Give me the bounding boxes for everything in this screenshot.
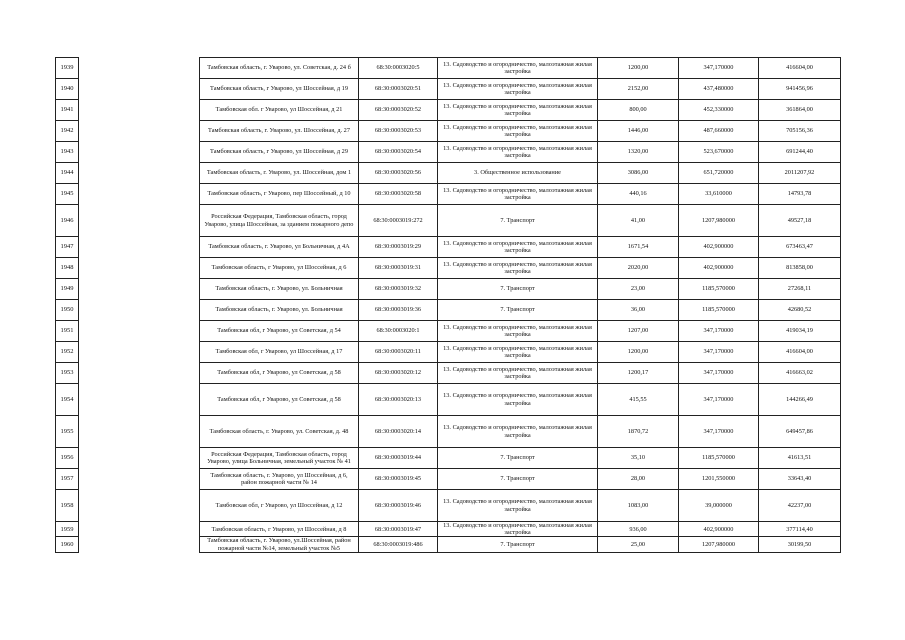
row-number-cell: 1956 xyxy=(56,448,79,469)
cadastral-value-cell: 416604,00 xyxy=(759,58,841,79)
address-cell: Тамбовская область, г Уварово, ул Шоссейная, д 6 xyxy=(200,258,359,279)
area-cell: 35,10 xyxy=(598,448,679,469)
area-cell: 1200,17 xyxy=(598,363,679,384)
land-use-cell: 13. Садоводство и огородничество, малоэтажная жилая застройка xyxy=(438,100,598,121)
gap-cell xyxy=(79,184,200,205)
land-use-cell: 13. Садоводство и огородничество, малоэтажная жилая застройка xyxy=(438,363,598,384)
area-cell: 23,00 xyxy=(598,279,679,300)
cadastral-value-cell: 33643,40 xyxy=(759,469,841,490)
row-number-cell: 1943 xyxy=(56,142,79,163)
area-cell: 3086,00 xyxy=(598,163,679,184)
address-cell: Тамбовская область, г Уварово, ул Шоссейная, д 19 xyxy=(200,79,359,100)
cadastral-value-cell: 673463,47 xyxy=(759,237,841,258)
cadastral-value-cell: 705156,36 xyxy=(759,121,841,142)
land-use-cell: 13. Садоводство и огородничество, малоэтажная жилая застройка xyxy=(438,184,598,205)
specific-value-cell: 1207,980000 xyxy=(679,205,759,237)
row-number-cell: 1941 xyxy=(56,100,79,121)
land-use-cell: 13. Садоводство и огородничество, малоэтажная жилая застройка xyxy=(438,490,598,522)
cadastral-number-cell: 68:30:0003019:44 xyxy=(359,448,438,469)
table-row xyxy=(56,205,841,237)
table-row xyxy=(56,469,841,490)
cadastral-value-cell: 416663,02 xyxy=(759,363,841,384)
row-number-cell: 1954 xyxy=(56,384,79,416)
cadastral-number-cell: 68:30:0003019:47 xyxy=(359,522,438,537)
cadastral-value-cell: 14793,78 xyxy=(759,184,841,205)
cadastral-number-cell: 68:30:0003020:11 xyxy=(359,342,438,363)
row-number-cell: 1948 xyxy=(56,258,79,279)
cadastral-value-cell: 377114,40 xyxy=(759,522,841,537)
address-cell: Тамбовская обл, г Уварово, ул Шоссейная, д 17 xyxy=(200,342,359,363)
row-number-cell: 1950 xyxy=(56,300,79,321)
area-cell: 36,00 xyxy=(598,300,679,321)
area-cell: 1207,00 xyxy=(598,321,679,342)
land-registry-table xyxy=(55,57,841,553)
table-row xyxy=(56,537,841,552)
land-use-cell: 13. Садоводство и огородничество, малоэтажная жилая застройка xyxy=(438,416,598,448)
table-row xyxy=(56,58,841,79)
gap-cell xyxy=(79,79,200,100)
specific-value-cell: 1207,980000 xyxy=(679,537,759,552)
cadastral-number-cell: 68:30:0003020:58 xyxy=(359,184,438,205)
specific-value-cell: 347,170000 xyxy=(679,384,759,416)
gap-cell xyxy=(79,537,200,552)
cadastral-value-cell: 691244,40 xyxy=(759,142,841,163)
cadastral-value-cell: 42680,52 xyxy=(759,300,841,321)
cadastral-number-cell: 68:30:0003019:272 xyxy=(359,205,438,237)
address-cell: Тамбовская обл. г Уварово, ул Шоссейная, д 21 xyxy=(200,100,359,121)
area-cell: 1200,00 xyxy=(598,58,679,79)
row-number-cell: 1951 xyxy=(56,321,79,342)
cadastral-number-cell: 68:30:0003020:52 xyxy=(359,100,438,121)
row-number-cell: 1942 xyxy=(56,121,79,142)
cadastral-number-cell: 68:30:0003020:53 xyxy=(359,121,438,142)
area-cell: 1671,54 xyxy=(598,237,679,258)
table-row xyxy=(56,79,841,100)
cadastral-number-cell: 68:30:0003020:12 xyxy=(359,363,438,384)
area-cell: 1320,00 xyxy=(598,142,679,163)
cadastral-value-cell: 30199,50 xyxy=(759,537,841,552)
address-cell: Тамбовская область, г Уварово, пер Шоссейный, д 10 xyxy=(200,184,359,205)
table-row xyxy=(56,121,841,142)
land-use-cell: 13. Садоводство и огородничество, малоэтажная жилая застройка xyxy=(438,142,598,163)
gap-cell xyxy=(79,142,200,163)
gap-cell xyxy=(79,100,200,121)
area-cell: 936,00 xyxy=(598,522,679,537)
row-number-cell: 1946 xyxy=(56,205,79,237)
cadastral-value-cell: 813858,00 xyxy=(759,258,841,279)
address-cell: Тамбовская обл, г Уварово, ул Шоссейная, д 12 xyxy=(200,490,359,522)
specific-value-cell: 437,480000 xyxy=(679,79,759,100)
cadastral-number-cell: 68:30:0003019:29 xyxy=(359,237,438,258)
gap-cell xyxy=(79,384,200,416)
row-number-cell: 1944 xyxy=(56,163,79,184)
specific-value-cell: 347,170000 xyxy=(679,416,759,448)
specific-value-cell: 1185,570000 xyxy=(679,279,759,300)
gap-cell xyxy=(79,58,200,79)
gap-cell xyxy=(79,321,200,342)
land-use-cell: 13. Садоводство и огородничество, малоэтажная жилая застройка xyxy=(438,342,598,363)
specific-value-cell: 1185,570000 xyxy=(679,300,759,321)
table-row xyxy=(56,416,841,448)
table-row xyxy=(56,279,841,300)
row-number-cell: 1945 xyxy=(56,184,79,205)
gap-cell xyxy=(79,163,200,184)
specific-value-cell: 1185,570000 xyxy=(679,448,759,469)
cadastral-number-cell: 68:30:0003020:56 xyxy=(359,163,438,184)
cadastral-value-cell: 941456,96 xyxy=(759,79,841,100)
table-row xyxy=(56,258,841,279)
cadastral-number-cell: 68:30:0003019:36 xyxy=(359,300,438,321)
address-cell: Тамбовская область, г. Уварово, ул. Советская, д. 24 б xyxy=(200,58,359,79)
cadastral-number-cell: 68:30:0003019:46 xyxy=(359,490,438,522)
specific-value-cell: 347,170000 xyxy=(679,342,759,363)
address-cell: Тамбовская область, г. Уварово, ул. Больничная xyxy=(200,300,359,321)
gap-cell xyxy=(79,279,200,300)
table-row xyxy=(56,490,841,522)
row-number-cell: 1953 xyxy=(56,363,79,384)
gap-cell xyxy=(79,300,200,321)
cadastral-number-cell: 68:30:0003020:5 xyxy=(359,58,438,79)
cadastral-value-cell: 416604,00 xyxy=(759,342,841,363)
land-use-cell: 13. Садоводство и огородничество, малоэтажная жилая застройка xyxy=(438,522,598,537)
area-cell: 1870,72 xyxy=(598,416,679,448)
row-number-cell: 1947 xyxy=(56,237,79,258)
address-cell: Тамбовская область, г. Уварово, ул. Больничная xyxy=(200,279,359,300)
area-cell: 1200,00 xyxy=(598,342,679,363)
cadastral-number-cell: 68:30:0003019:31 xyxy=(359,258,438,279)
table-body xyxy=(56,58,841,553)
land-use-cell: 13. Садоводство и огородничество, малоэтажная жилая застройка xyxy=(438,121,598,142)
row-number-cell: 1949 xyxy=(56,279,79,300)
cadastral-value-cell: 361864,00 xyxy=(759,100,841,121)
specific-value-cell: 523,670000 xyxy=(679,142,759,163)
gap-cell xyxy=(79,237,200,258)
row-number-cell: 1957 xyxy=(56,469,79,490)
gap-cell xyxy=(79,363,200,384)
table-row xyxy=(56,342,841,363)
land-use-cell: 13. Садоводство и огородничество, малоэтажная жилая застройка xyxy=(438,384,598,416)
cadastral-number-cell: 68:30:0003020:13 xyxy=(359,384,438,416)
cadastral-value-cell: 42237,00 xyxy=(759,490,841,522)
row-number-cell: 1939 xyxy=(56,58,79,79)
specific-value-cell: 1201,550000 xyxy=(679,469,759,490)
specific-value-cell: 347,170000 xyxy=(679,321,759,342)
table-row xyxy=(56,321,841,342)
cadastral-value-cell: 144266,49 xyxy=(759,384,841,416)
specific-value-cell: 39,000000 xyxy=(679,490,759,522)
gap-cell xyxy=(79,448,200,469)
specific-value-cell: 452,330000 xyxy=(679,100,759,121)
cadastral-value-cell: 41613,51 xyxy=(759,448,841,469)
address-cell: Тамбовская область, г. Уварово, ул Больничная, д 4А xyxy=(200,237,359,258)
cadastral-value-cell: 27268,11 xyxy=(759,279,841,300)
address-cell: Тамбовская область, г Уварово, ул Шоссейная, д 29 xyxy=(200,142,359,163)
table-row xyxy=(56,100,841,121)
address-cell: Российская Федерация, Тамбовская область, город Уварово, улица Шоссейная, за зданием пожарного депо xyxy=(200,205,359,237)
cadastral-number-cell: 68:30:0003020:54 xyxy=(359,142,438,163)
address-cell: Тамбовская область, г. Уварово, ул Шоссейная, д 6, район пожарной части № 14 xyxy=(200,469,359,490)
row-number-cell: 1959 xyxy=(56,522,79,537)
row-number-cell: 1955 xyxy=(56,416,79,448)
specific-value-cell: 651,720000 xyxy=(679,163,759,184)
area-cell: 415,55 xyxy=(598,384,679,416)
address-cell: Тамбовская область, г Уварово, ул Шоссейная, д 8 xyxy=(200,522,359,537)
table-row xyxy=(56,300,841,321)
table-row xyxy=(56,142,841,163)
specific-value-cell: 402,900000 xyxy=(679,237,759,258)
cadastral-number-cell: 68:30:0003019:486 xyxy=(359,537,438,552)
area-cell: 1446,00 xyxy=(598,121,679,142)
address-cell: Тамбовская обл, г Уварово, ул Советская, д 54 xyxy=(200,321,359,342)
gap-cell xyxy=(79,121,200,142)
land-use-cell: 7. Транспорт xyxy=(438,537,598,552)
table-row xyxy=(56,384,841,416)
row-number-cell: 1958 xyxy=(56,490,79,522)
area-cell: 28,00 xyxy=(598,469,679,490)
area-cell: 2152,00 xyxy=(598,79,679,100)
land-use-cell: 13. Садоводство и огородничество, малоэтажная жилая застройка xyxy=(438,258,598,279)
address-cell: Тамбовская обл, г Уварово, ул Советская, д 58 xyxy=(200,363,359,384)
cadastral-value-cell: 419034,19 xyxy=(759,321,841,342)
area-cell: 1083,00 xyxy=(598,490,679,522)
area-cell: 25,00 xyxy=(598,537,679,552)
row-number-cell: 1960 xyxy=(56,537,79,552)
table-row xyxy=(56,237,841,258)
cadastral-value-cell: 49527,18 xyxy=(759,205,841,237)
specific-value-cell: 402,900000 xyxy=(679,258,759,279)
gap-cell xyxy=(79,490,200,522)
specific-value-cell: 402,900000 xyxy=(679,522,759,537)
cadastral-value-cell: 649457,86 xyxy=(759,416,841,448)
cadastral-number-cell: 68:30:0003019:32 xyxy=(359,279,438,300)
cadastral-number-cell: 68:30:0003019:45 xyxy=(359,469,438,490)
land-use-cell: 13. Садоводство и огородничество, малоэтажная жилая застройка xyxy=(438,237,598,258)
cadastral-number-cell: 68:30:0003020:51 xyxy=(359,79,438,100)
table-row xyxy=(56,522,841,537)
specific-value-cell: 347,170000 xyxy=(679,363,759,384)
table-row xyxy=(56,448,841,469)
gap-cell xyxy=(79,522,200,537)
area-cell: 41,00 xyxy=(598,205,679,237)
area-cell: 2020,00 xyxy=(598,258,679,279)
gap-cell xyxy=(79,258,200,279)
address-cell: Тамбовская область, г. Уварово, ул. Шоссейная, д. 27 xyxy=(200,121,359,142)
land-use-cell: 7. Транспорт xyxy=(438,448,598,469)
cadastral-number-cell: 68:30:0003020:1 xyxy=(359,321,438,342)
address-cell: Тамбовская область, г. Уварово, ул. Советская, д. 48 xyxy=(200,416,359,448)
table-row xyxy=(56,363,841,384)
row-number-cell: 1940 xyxy=(56,79,79,100)
row-number-cell: 1952 xyxy=(56,342,79,363)
land-use-cell: 13. Садоводство и огородничество, малоэтажная жилая застройка xyxy=(438,58,598,79)
address-cell: Тамбовская область, г. Уварово, ул. Шоссейная, дом 1 xyxy=(200,163,359,184)
land-use-cell: 13. Садоводство и огородничество, малоэтажная жилая застройка xyxy=(438,79,598,100)
land-use-cell: 13. Садоводство и огородничество, малоэтажная жилая застройка xyxy=(438,321,598,342)
gap-cell xyxy=(79,416,200,448)
gap-cell xyxy=(79,469,200,490)
address-cell: Тамбовская область, г. Уварово, ул.Шоссейная, район пожарной части №14, земельный участок №5 xyxy=(200,537,359,552)
table-row xyxy=(56,184,841,205)
address-cell: Тамбовская обл, г Уварово, ул Советская, д 58 xyxy=(200,384,359,416)
specific-value-cell: 347,170000 xyxy=(679,58,759,79)
gap-cell xyxy=(79,205,200,237)
land-use-cell: 7. Транспорт xyxy=(438,279,598,300)
land-use-cell: 7. Транспорт xyxy=(438,300,598,321)
land-use-cell: 7. Транспорт xyxy=(438,469,598,490)
area-cell: 440,16 xyxy=(598,184,679,205)
area-cell: 800,00 xyxy=(598,100,679,121)
table-row xyxy=(56,163,841,184)
land-use-cell: 3. Общественное использование xyxy=(438,163,598,184)
cadastral-value-cell: 2011207,92 xyxy=(759,163,841,184)
cadastral-number-cell: 68:30:0003020:14 xyxy=(359,416,438,448)
address-cell: Российская Федерация, Тамбовская область, город Уварово, улица Больничная, земельный участок № 41 xyxy=(200,448,359,469)
specific-value-cell: 487,660000 xyxy=(679,121,759,142)
gap-cell xyxy=(79,342,200,363)
land-use-cell: 7. Транспорт xyxy=(438,205,598,237)
specific-value-cell: 33,610000 xyxy=(679,184,759,205)
